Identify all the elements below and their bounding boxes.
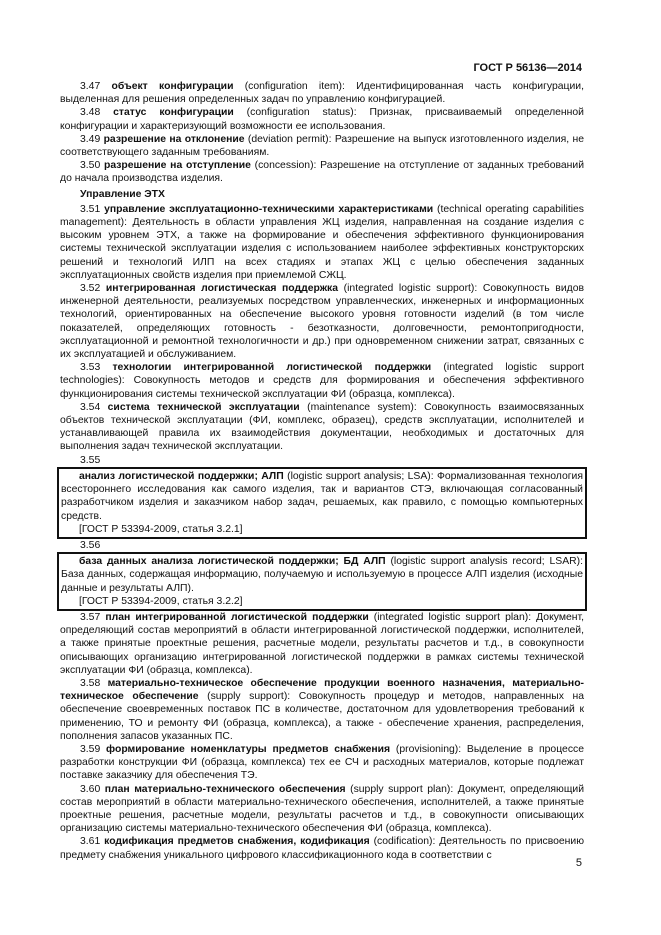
term-entry [60, 133, 584, 159]
term: управление эксплуатационно-техническими характеристиками [104, 203, 434, 215]
term-number: 3.49 [80, 133, 101, 145]
term-number: 3.60 [80, 783, 101, 795]
term-definition: (deviation permit): Разрешение на выпуск изготовленного изделия, не соответствующего заданным требованиям. [60, 133, 584, 159]
term-entry [60, 401, 584, 454]
term: интегрированная логистическая поддержка [105, 283, 339, 295]
term-definition: (concession): Разрешение на отступление от заданных требований до начала производства изделия. [60, 160, 584, 185]
term-definition: (provisioning): Выделение в процессе разработки конструкции ФИ (образца, комплекса) тех ее СЧ и расходных материалов, которые подлежат поставке заказчику для обеспечения ТЭ. [60, 743, 584, 782]
term-number: 3.48 [80, 107, 101, 119]
term-number: 3.47 [80, 81, 101, 92]
term-number: 3.50 [80, 160, 101, 172]
box1-number: 3.55 [80, 454, 101, 466]
term-entry [60, 80, 584, 106]
term-definition: (supply support): Совокупность процедур и методов, направленных на обеспечение своевременных поставок ПС в количестве, достаточном для удовлетворения требований к применению, ТО и ремонту ФИ (образца, комплекса), а также - обеспечение хранения, распределения, пополнения запасов указанных ПС. [60, 691, 584, 742]
borrowed-term-box-2 [57, 552, 587, 611]
source-reference: [ГОСТ Р 53394-2009, статья 3.2.2] [79, 595, 243, 607]
term-number: 3.51 [80, 203, 101, 215]
term-entry [60, 783, 584, 836]
term-definition: (logistic support analysis; LSA): Формализованная технология всестороннего исследования как самого изделия, так и вариантов СТЭ, включающая согласованный разработчиком изделия и заказчиком набор задач, решаемых, как правило, с помощью компьютерных средств. [61, 470, 583, 522]
page-content [60, 80, 584, 862]
term-definition: (maintenance system): Совокупность взаимосвязанных объектов технической эксплуатации (ФИ, комплекс, образец), средств эксплуатации, исполнителей и устанавливающей правила их взаимодействия документации, необходимых и достаточных для выполнения задач технической эксплуатации. [60, 401, 584, 453]
term: анализ логистической поддержки; АЛП [79, 470, 284, 482]
entries-group-b [60, 203, 584, 454]
term-entry [61, 470, 583, 523]
term-definition: (configuration item): Идентифицированная часть конфигурации, выделенная для решения определенных задач по управлению конфигурацией. [60, 81, 584, 106]
document-header: ГОСТ Р 56136—2014 [473, 62, 582, 74]
term-definition: (supply support plan): Документ, определяющий состав мероприятий в области материально-технического обеспечения, исполнителей, а также принятые проектные решения, расчетные модели, результаты расчетов и т.д., в совокупности описывающих организацию системы материально-технического обеспечения ФИ (образца, комплекса). [60, 783, 584, 835]
page-number: 5 [575, 857, 582, 869]
term-number: 3.53 [80, 362, 101, 374]
term-entry [60, 361, 584, 401]
entries-group-c [60, 611, 584, 862]
term-entry [60, 835, 584, 861]
term-number: 3.61 [80, 836, 101, 848]
term: разрешение на отклонение [103, 133, 245, 145]
term-entry [60, 106, 584, 132]
term-entry [61, 555, 583, 595]
term-definition: (codification): Деятельность по присвоению предмету снабжения уникального цифрового классификационного кода в соответствии с [60, 836, 585, 861]
term: статус конфигурации [113, 107, 234, 119]
term-definition: (integrated logistic support technologies): Совокупность методов и средств для формирования и обеспечения эффективного функционирования системы технической эксплуатации ФИ (образца, комплекса). [60, 362, 584, 400]
term-number: 3.57 [80, 611, 101, 623]
term-number: 3.54 [80, 401, 101, 413]
term-definition: (logistic support analysis record; LSAR): База данных, содержащая информацию, получаемую и используемую в процессе АЛП изделия (исходные данные и результаты АЛП). [61, 556, 583, 594]
term: объект конфигурации [111, 81, 234, 92]
term: база данных анализа логистической поддержки; БД АЛП [79, 556, 386, 568]
term-number: 3.52 [80, 283, 101, 295]
term: материально-техническое обеспечение продукции военного назначения, материально-техническое обеспечение [60, 677, 585, 703]
term-entry [60, 677, 584, 743]
term-entry [60, 159, 584, 185]
term-definition: (integrated logistic support): Совокупность видов инженерной деятельности, реализуемых посредством управленческих, инженерных и информационных технологий, ориентированных на обеспечение высокого уровня готовности изделий (в том числе показателей, определяющих готовность - безотказности, долговечности, ремонтопригодности, эксплуатационной и ремонтной технологичности и др.) при одновременном снижении затрат, связанных с их эксплуатацией и обслуживанием. [60, 283, 584, 361]
term-entry [60, 743, 584, 783]
source-reference: [ГОСТ Р 53394-2009, статья 3.2.1] [79, 523, 243, 535]
term-entry [60, 203, 584, 282]
term: план материально-технического обеспечения [104, 783, 346, 795]
term-number: 3.59 [80, 743, 101, 755]
borrowed-term-box-1 [57, 467, 587, 539]
section-title: Управление ЭТХ [80, 188, 165, 200]
term: формирование номенклатуры предметов снабжения [106, 743, 391, 755]
term-definition: (integrated logistic support plan): Документ, определяющий состав мероприятий в области интегрированной логистической поддержки, исполнителей, а также принятые проектные решения, расчетные модели, результаты расчетов и т.д., в совокупности описывающих организацию интегрированной логистической поддержки в рамках системы технической эксплуатации ФИ (образца, комплекса). [60, 611, 584, 676]
term-definition: (configuration status): Признак, присваиваемый определенной конфигурации и характеризующий возможности ее использования. [60, 107, 584, 132]
term-definition: (technical operating capabilities management): Деятельность в области управления ЖЦ изделия, направленная на создание изделия с высоким уровнем ЭТХ, а также на формирование и обеспечения эффективного функционирования системы технической эксплуатации изделия с использованием наиболее эффективных конструкторских решений и технологий ИЛП на всех стадиях и этапах ЖЦ с целью обеспечения заданных эксплуатационных свойств изделия при приемлемой СЖЦ. [60, 203, 585, 281]
entries-group-a [60, 80, 584, 186]
box2-number: 3.56 [80, 539, 101, 551]
term: кодификация предметов снабжения, кодификация [104, 836, 370, 848]
term-entry [60, 282, 584, 361]
term: разрешение на отступление [104, 160, 251, 172]
term: план интегрированной логистической поддержки [105, 611, 369, 623]
term-number: 3.58 [80, 677, 101, 689]
term: технологии интегрированной логистической поддержки [112, 362, 432, 374]
term-entry [60, 611, 584, 677]
term: система технической эксплуатации [107, 401, 300, 413]
